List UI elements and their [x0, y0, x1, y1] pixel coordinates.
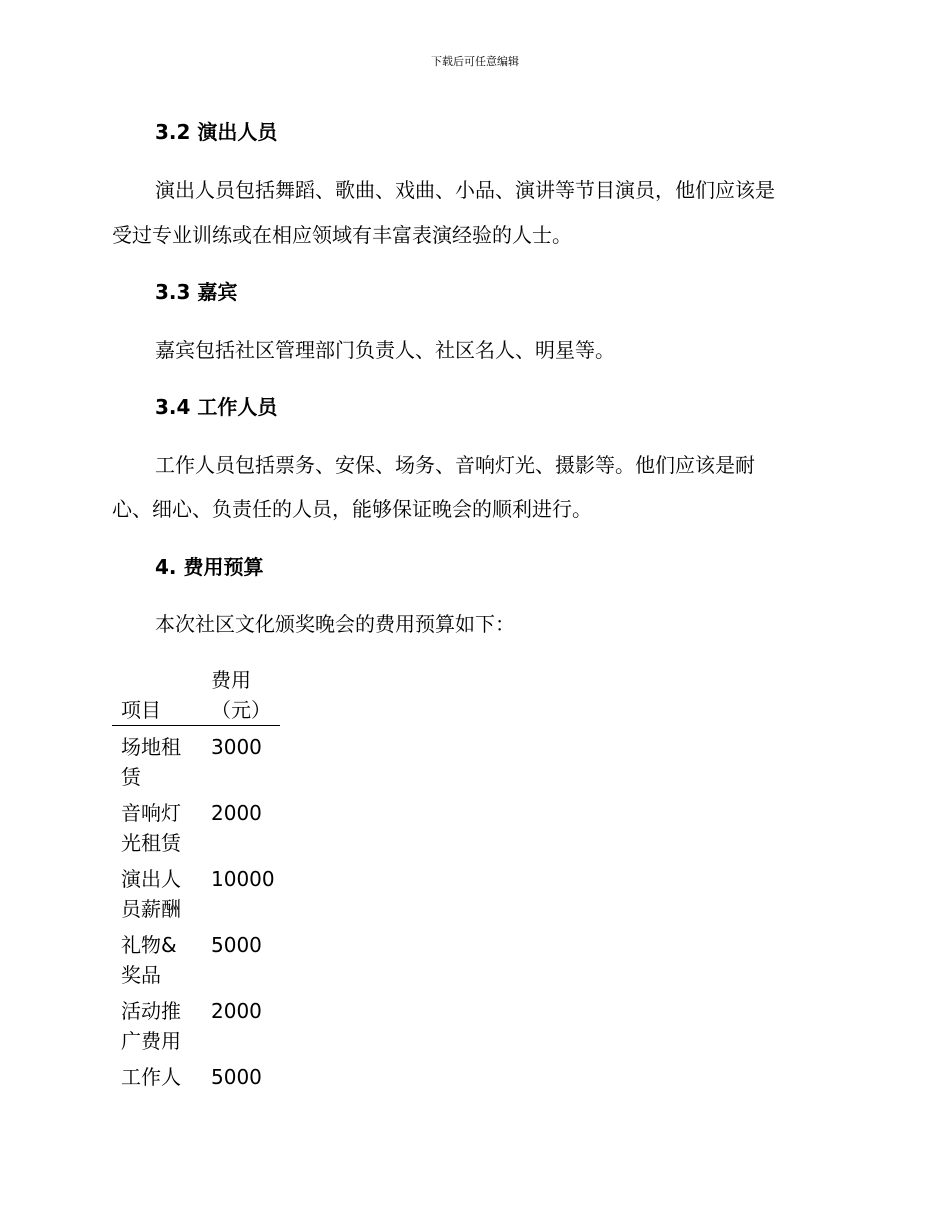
- paragraph-3-4-line1: 工作人员包括票务、安保、场务、音响灯光、摄影等。他们应该是耐: [155, 453, 755, 477]
- table-row: [112, 1056, 280, 1092]
- cell-cost: 3000: [211, 735, 262, 759]
- table-row: [112, 858, 280, 924]
- header-cost: 费用（元）: [211, 665, 280, 726]
- heading-3-2: 3.2 演出人员: [155, 120, 278, 144]
- table-row: [112, 792, 280, 858]
- cell-item: 活动推广费用: [121, 999, 181, 1053]
- paragraph-3-4-line2: 心、细心、负责任的人员，能够保证晚会的顺利进行。: [112, 497, 592, 521]
- paragraph-4-intro: 本次社区文化颁奖晚会的费用预算如下：: [155, 612, 515, 636]
- table-row: [112, 924, 280, 990]
- paragraph-3-2-line2: 受过专业训练或在相应领域有丰富表演经验的人士。: [112, 223, 572, 247]
- budget-table: [112, 665, 280, 1092]
- paragraph-3-3-line1: 嘉宾包括社区管理部门负责人、社区名人、明星等。: [155, 338, 615, 362]
- heading-4: 4. 费用预算: [155, 555, 264, 579]
- heading-3-4: 3.4 工作人员: [155, 395, 278, 419]
- paragraph-3-2-line1: 演出人员包括舞蹈、歌曲、戏曲、小品、演讲等节目演员，他们应该是: [155, 178, 775, 202]
- cell-cost: 5000: [211, 1065, 262, 1089]
- cell-cost: 2000: [211, 999, 262, 1023]
- table-row: [112, 726, 280, 793]
- heading-3-3: 3.3 嘉宾: [155, 280, 238, 304]
- header-item: 项目: [112, 665, 211, 726]
- page-header: 下载后可任意编辑: [431, 55, 519, 68]
- table-row: [112, 990, 280, 1056]
- cell-cost: 5000: [211, 933, 262, 957]
- cell-item: 场地租赁: [121, 735, 181, 789]
- cell-cost: 10000: [211, 867, 275, 891]
- cell-item: 礼物&奖品: [121, 933, 177, 987]
- cell-item: 工作人: [121, 1065, 181, 1089]
- cell-item: 演出人员薪酬: [121, 867, 181, 921]
- cell-cost: 2000: [211, 801, 262, 825]
- table-header-row: [112, 665, 280, 726]
- cell-item: 音响灯光租赁: [121, 801, 181, 855]
